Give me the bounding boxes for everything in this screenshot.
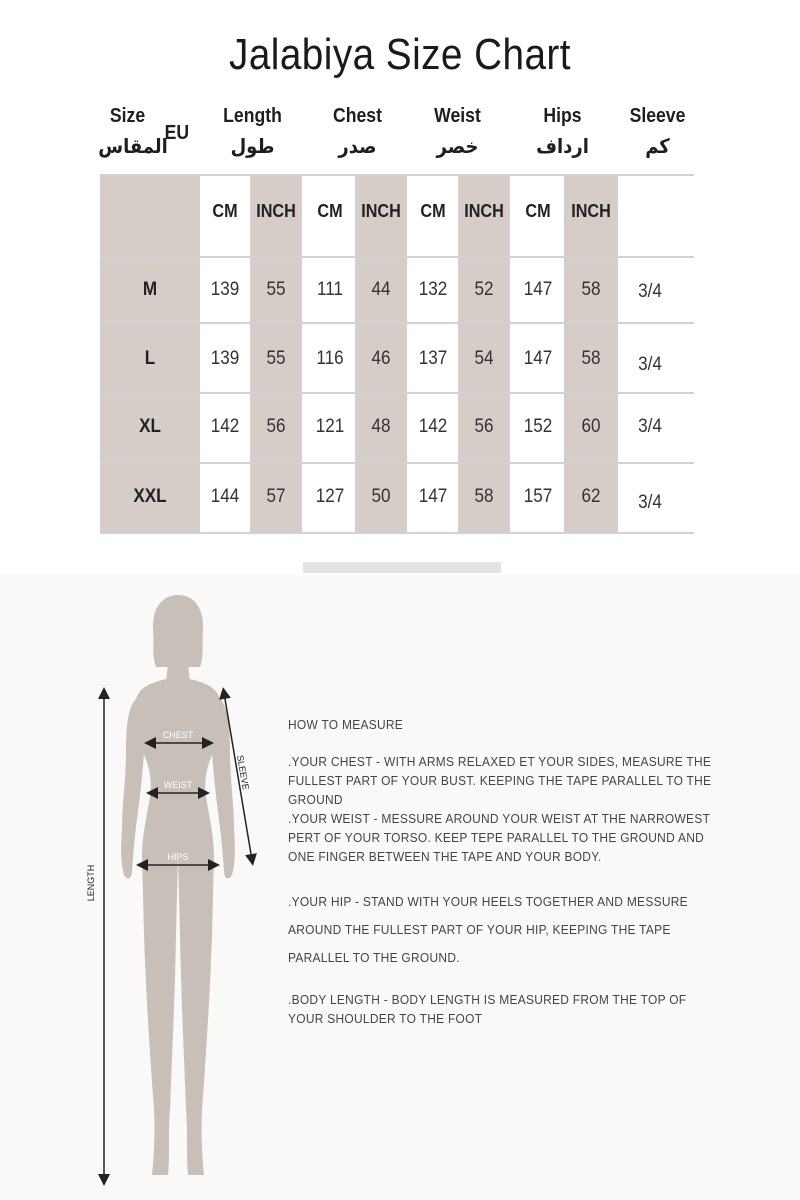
table-row-size: XL [139,416,161,437]
header-weist-ar: خصر [436,134,479,158]
table-cell: 52 [474,279,494,300]
table-cell: 60 [581,416,601,437]
table-cell: 50 [371,486,391,507]
table-cell: 56 [266,416,286,437]
table-cell: 137 [418,348,448,369]
horizontal-scrollbar[interactable] [303,562,501,573]
header-length-ar: طول [230,134,275,158]
table-cell: 144 [210,486,240,507]
table-cell: 147 [418,486,448,507]
unit-chest-inch: INCH [361,201,401,221]
header-length-en: Length [223,105,282,127]
figure-label-chest: CHEST [162,730,194,740]
measure-guide-section [0,575,800,1200]
instruction-hip: .YOUR HIP - STAND WITH YOUR HEELS TOGETHER AND MESSURE AROUND THE FULLEST PART OF YOUR HIP, KEEPING THE TAPE PARALLEL TO THE GROUND. [288,894,688,965]
table-cell: 58 [581,279,601,300]
body-silhouette-icon [0,575,300,1200]
header-sleeve-en: Sleeve [629,105,686,127]
table-cell: 132 [418,279,448,300]
unit-length-inch: INCH [256,201,296,221]
header-weist-en: Weist [434,105,481,127]
how-to-measure-heading: HOW TO MEASURE [288,717,404,732]
table-cell: 62 [581,486,601,507]
header-chest-en: Chest [333,105,382,127]
table-cell: 56 [474,416,494,437]
table-cell: 54 [474,348,494,369]
unit-hips-inch: INCH [571,201,611,221]
figure-label-sleeve: SLEEVE [234,754,251,791]
header-sleeve-ar: كم [645,134,670,158]
header-size [95,105,168,158]
row-divider [100,256,694,258]
table-cell: 44 [371,279,391,300]
header-hips [515,105,610,158]
table-row-size: L [144,348,156,369]
table-cell: 58 [581,348,601,369]
size-chart-title: Jalabiya Size Chart [229,30,571,79]
table-cell: 46 [371,348,391,369]
unit-length-cm: CM [212,201,238,221]
table-cell: 157 [523,486,553,507]
figure-label-length: LENGTH [86,864,96,902]
header-eu: EU [164,122,190,144]
table-cell: 127 [315,486,345,507]
table-cell: 152 [523,416,553,437]
table-cell-sleeve: 3/4 [638,354,662,375]
header-size-ar: المقاس [98,134,168,158]
row-divider [100,322,694,324]
table-cell: 147 [523,279,553,300]
table-cell: 142 [418,416,448,437]
table-cell-sleeve: 3/4 [638,492,662,513]
header-hips-ar: ارداف [536,134,589,158]
row-divider [100,462,694,464]
table-cell-sleeve: 3/4 [638,281,662,302]
unit-chest-cm: CM [317,201,343,221]
header-sleeve [615,105,700,158]
row-divider [100,532,694,534]
table-row-size: XXL [133,486,167,507]
figure-label-hips: HIPS [167,852,189,862]
header-size-en: Size [109,105,146,127]
header-hips-en: Hips [543,105,582,127]
table-cell: 55 [266,348,286,369]
instruction-weist: .YOUR WEIST - MESSURE AROUND YOUR WEIST AT THE NARROWEST PERT OF YOUR TORSO. KEEP TEPE PARALLEL TO THE GROUND AND ONE FINGER BETWEEN THE TAPE AND YOUR BODY. [288,811,710,864]
table-row-size: M [142,279,158,300]
table-cell: 139 [210,348,240,369]
instruction-chest: .YOUR CHEST - WITH ARMS RELAXED ET YOUR SIDES, MEASURE THE FULLEST PART OF YOUR BUST. KEEPING THE TAPE PARALLEL TO THE GROUND [288,754,712,807]
table-cell: 116 [316,348,344,369]
table-cell: 111 [316,279,343,300]
row-divider [100,392,694,394]
table-cell: 142 [210,416,240,437]
header-chest [310,105,405,158]
unit-weist-cm: CM [420,201,446,221]
table-cell-sleeve: 3/4 [638,416,662,437]
table-cell: 55 [266,279,286,300]
table-cell: 57 [266,486,286,507]
header-chest-ar: صدر [338,134,377,158]
table-cell: 48 [371,416,391,437]
body-figure [0,575,300,1200]
table-cell: 147 [523,348,553,369]
unit-weist-inch: INCH [464,201,504,221]
unit-hips-cm: CM [525,201,551,221]
table-cell: 139 [210,279,240,300]
header-length [205,105,300,158]
figure-label-weist: WEIST [163,780,193,790]
header-weist [410,105,505,158]
instruction-length: .BODY LENGTH - BODY LENGTH IS MEASURED FROM THE TOP OF YOUR SHOULDER TO THE FOOT [288,992,687,1026]
table-cell: 121 [315,416,345,437]
table-cell: 58 [474,486,494,507]
